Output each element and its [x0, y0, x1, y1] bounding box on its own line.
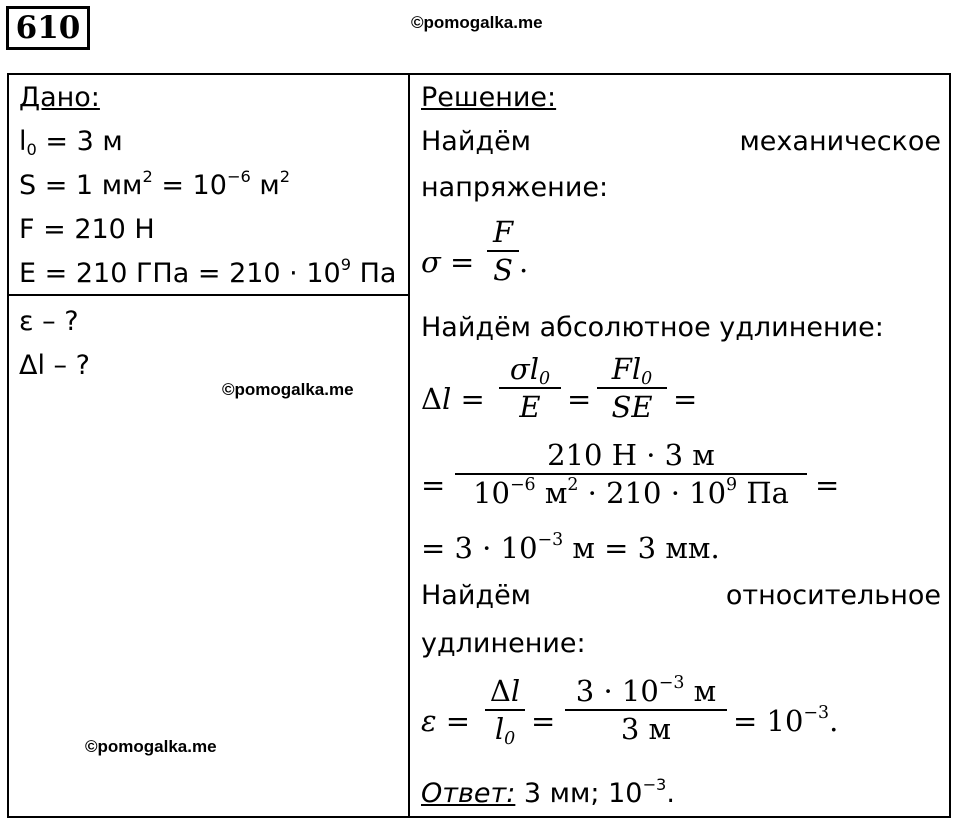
eps-fraction-2: $3 \cdot 10^{-3}$ м 3 м: [565, 673, 727, 747]
answer-line: Ответ: 3 мм; $10^{-3}$.: [421, 774, 675, 809]
answer-label: Ответ:: [421, 778, 516, 809]
eps-equals: =: [531, 704, 556, 738]
rel-word-1: Найдём: [421, 580, 532, 611]
find-delta-l: Δl – ?: [19, 350, 90, 381]
problem-number: 610: [6, 6, 90, 50]
calc-end: =: [815, 468, 840, 502]
abs-elongation-text: Найдём абсолютное удлинение:: [421, 312, 884, 343]
rel-word-3: удлинение:: [421, 628, 586, 659]
solution-header: Решение:: [421, 82, 557, 113]
dl-end: =: [673, 382, 698, 416]
sigma-lhs: σ =: [421, 245, 475, 279]
given-header: Дано:: [19, 82, 100, 113]
given-force: F = 210 Н: [19, 214, 155, 245]
dl-result: = $3 \cdot 10^{-3}$ м = 3 мм.: [421, 529, 720, 565]
stress-word-3: напряжение:: [421, 172, 609, 203]
solution-table: [7, 73, 951, 818]
given-area: S = 1 $мм^2 = 10^{-6}$ $м^2$: [19, 166, 291, 201]
eps-result: = $10^{-3}$.: [733, 702, 839, 738]
given-modulus: E = 210 ГПа = $210 \cdot 10^9$ Па: [19, 254, 397, 289]
calc-fraction: 210 Н · 3 м $10^{-6}$ $м^2 \cdot 210 \cdot 10^9$ Па: [455, 437, 807, 511]
eps-fraction-1: Δl $l_0$: [485, 673, 525, 747]
watermark-middle: ©pomogalka.me: [222, 380, 354, 399]
stress-word-2: механическое: [739, 126, 941, 157]
calc-lhs: =: [421, 468, 446, 502]
watermark-bottom: ©pomogalka.me: [85, 737, 217, 756]
dl-fraction-1: $\sigma l_0$ E: [499, 351, 561, 425]
stress-word-1: Найдём: [421, 126, 532, 157]
given-find-divider: [9, 294, 408, 296]
sigma-fraction: F S: [487, 214, 519, 288]
column-divider: [408, 75, 410, 816]
rel-word-2: относительное: [725, 580, 941, 611]
find-epsilon: ε – ?: [19, 306, 79, 337]
dl-equals: =: [567, 382, 592, 416]
dl-fraction-2: $Fl_0$ SE: [597, 351, 667, 425]
eps-lhs: ε =: [421, 704, 471, 738]
watermark-top: ©pomogalka.me: [411, 13, 543, 32]
dl-lhs: Δl =: [421, 382, 485, 416]
sigma-end: .: [519, 245, 529, 279]
given-l0: $l_0 = 3$ м: [19, 126, 123, 159]
